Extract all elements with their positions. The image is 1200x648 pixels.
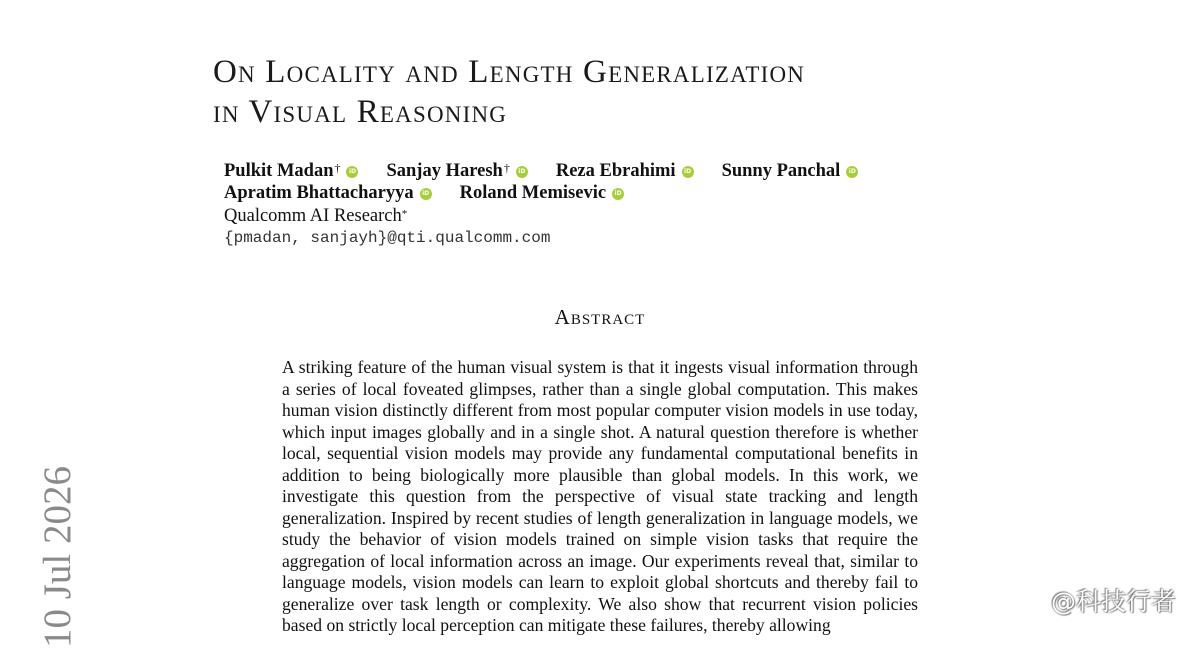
author-item [224,160,358,182]
title-line-1: On Locality and Length Generalization [213,54,806,90]
author-name: Apratim Bhattacharyya [224,183,414,203]
arxiv-side-stamp: 10 Jul 2026 [36,465,79,648]
orcid-icon[interactable]: iD [516,166,528,178]
orcid-icon[interactable]: iD [346,166,358,178]
paper-title [213,52,805,132]
orcid-icon[interactable]: iD [682,166,694,178]
contact-email[interactable]: {pmadan, sanjayh}@qti.qualcomm.com [224,229,551,247]
orcid-icon[interactable]: iD [420,188,432,200]
author-mark: † [334,161,341,175]
watermark: @科技行者 [1050,587,1176,616]
orcid-icon[interactable]: iD [612,188,624,200]
author-item [722,160,859,182]
author-name: Pulkit Madan [224,161,334,181]
author-name: Sanjay Haresh [386,161,503,181]
abstract-text: A striking feature of the human visual system is that it ingests visual information through a series of local foveated glimpses, rather than a single global computation. This makes human vision distinctly different from most popular computer vision models in use today, which input images globally and in a single shot. A natural question therefore is whether local, sequential vision models may provide any fundamental computational benefits in addition to being biologically more plausible than global models. In this work, we investigate this question from the perspective of visual state tracking and length generalization. Inspired by recent studies of length generalization in language models, we study the behavior of vision models trained on simple vision tasks that require the aggregation of local information across an image. Our experiments reveal that, similar to language models, vision models can learn to exploit global shortcuts and thereby fail to generalize over task length or complexity. We also show that recurrent vision policies based on strictly local perception can mitigate these failures, thereby allowing [282,357,918,635]
author-name: Sunny Panchal [721,161,841,181]
author-item [386,160,527,182]
author-name: Reza Ebrahimi [555,161,676,181]
author-name: Roland Memisevic [459,183,607,203]
author-item [224,182,432,204]
abstract-heading: Abstract [554,305,646,329]
author-item [460,182,624,204]
affiliation [224,205,407,227]
author-line-1 [224,160,984,182]
title-line-2: in Visual Reasoning [213,94,508,130]
orcid-icon[interactable]: iD [846,166,858,178]
author-list [224,160,984,204]
affiliation-name: Qualcomm AI Research [224,206,402,226]
author-line-2 [224,182,984,204]
author-item [556,160,694,182]
author-mark: † [503,161,510,175]
affiliation-mark: * [401,208,408,220]
